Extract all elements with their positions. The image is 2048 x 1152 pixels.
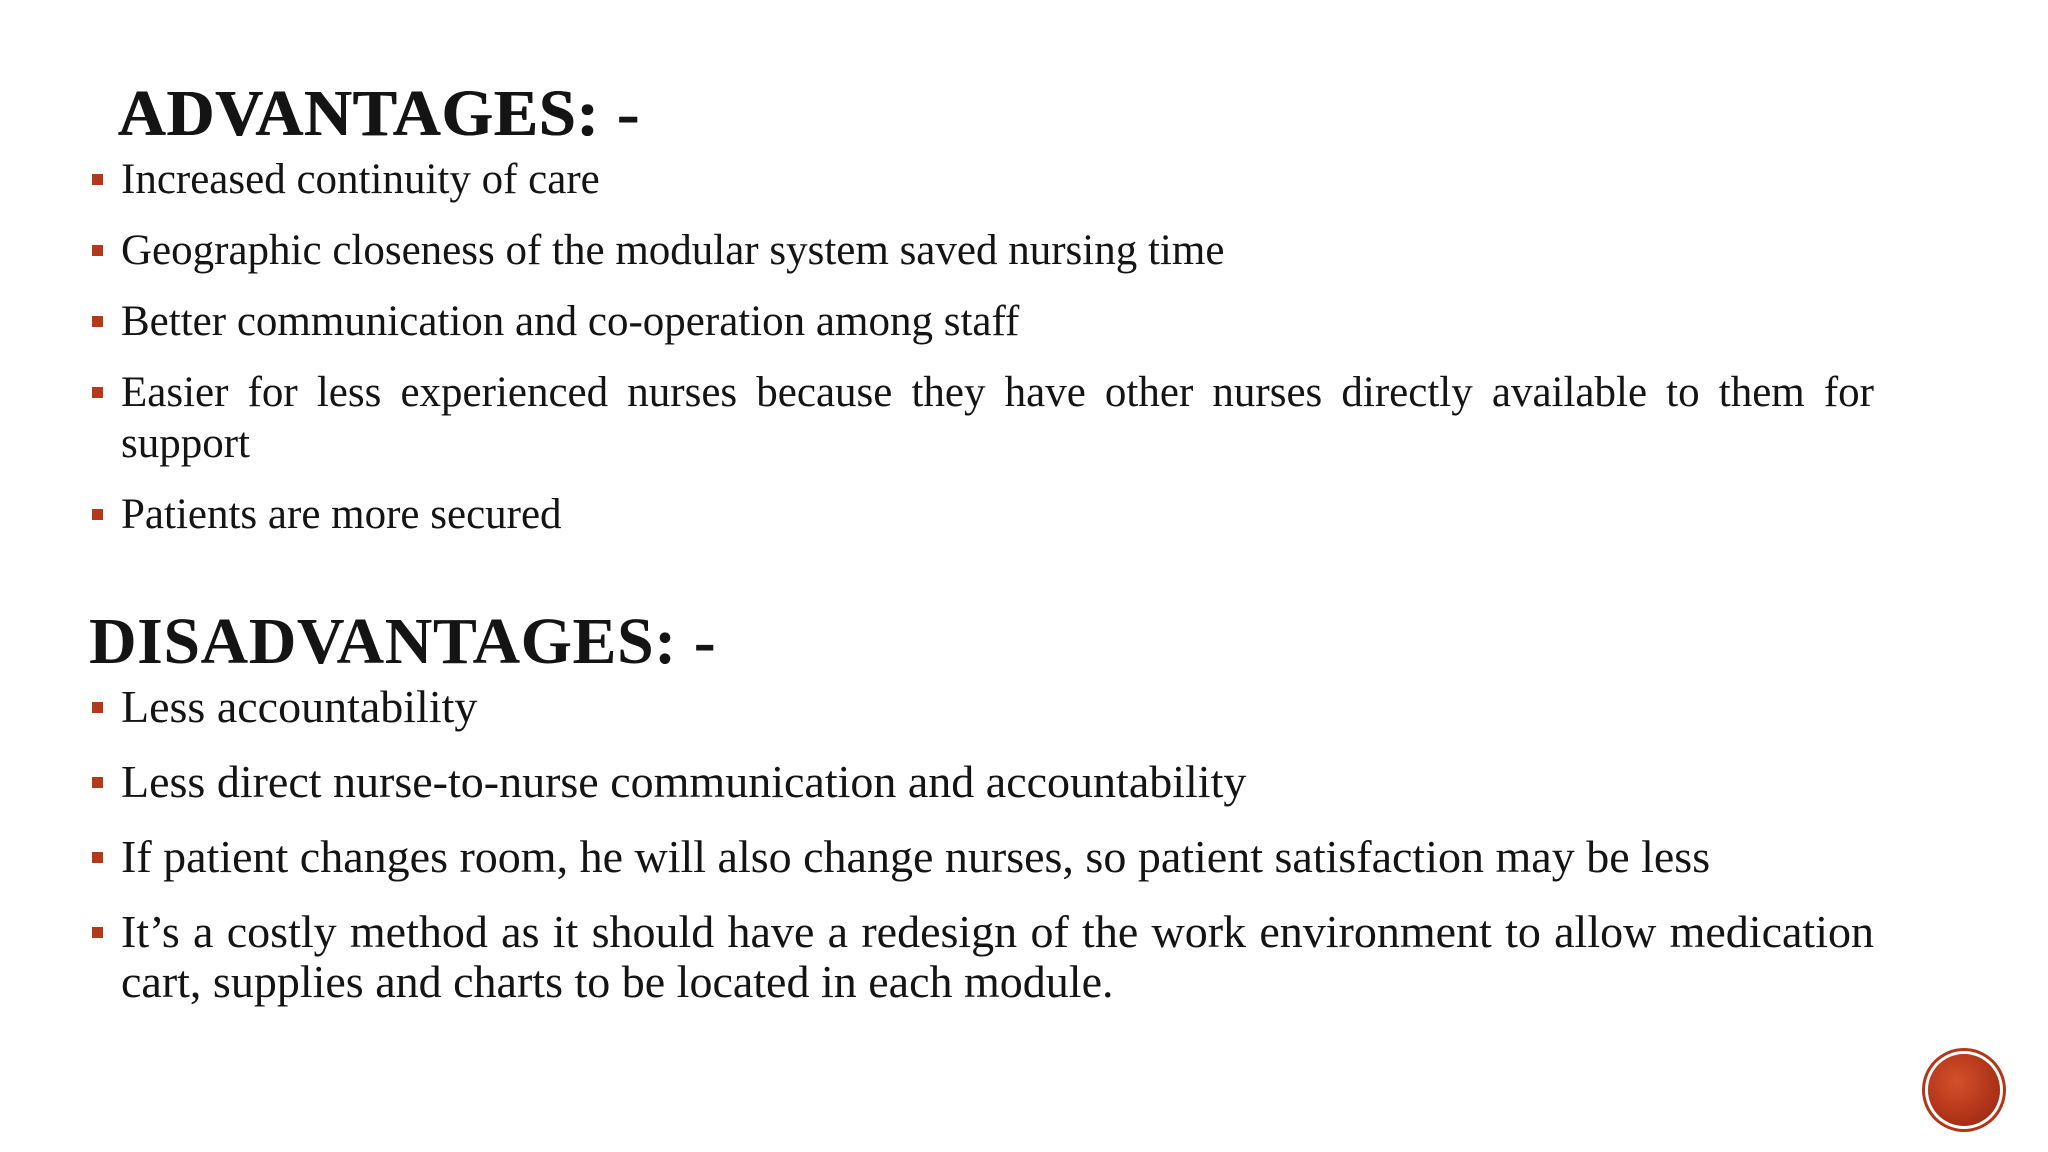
square-bullet-icon [92, 852, 103, 863]
list-item-text: Easier for less experienced nurses because they have other nurses directly available to them for support [121, 369, 1874, 467]
list-item [0, 489, 1874, 540]
square-bullet-icon [92, 702, 103, 713]
list-item-text: Patients are more secured [121, 491, 562, 538]
list-item [0, 367, 1874, 469]
advantages-heading: ADVANTAGES: - [118, 77, 641, 150]
list-item-text: Better communication and co-operation among staff [121, 298, 1020, 345]
list-item-text: Less direct nurse-to-nurse communication and accountability [121, 756, 1247, 807]
list-item-text: It’s a costly method as it should have a redesign of the work environment to allow medication cart, supplies and charts to be located in each module. [121, 906, 1874, 1007]
square-bullet-icon [92, 245, 103, 256]
list-item-text: If patient changes room, he will also change nurses, so patient satisfaction may be less [121, 831, 1711, 882]
disadvantages-section [0, 602, 2048, 1032]
disadvantages-list [0, 682, 2048, 1007]
list-item [0, 225, 1874, 276]
disadvantages-heading: DISADVANTAGES: - [89, 605, 717, 678]
list-item-text: Geographic closeness of the modular system saved nursing time [121, 227, 1225, 274]
square-bullet-icon [92, 927, 103, 938]
advantages-section [0, 74, 2048, 560]
list-item [0, 907, 1874, 1007]
list-item [0, 757, 1874, 807]
square-bullet-icon [92, 509, 103, 520]
list-item-text: Increased continuity of care [121, 156, 600, 203]
slide-nav-button[interactable] [1928, 1054, 2000, 1126]
list-item [0, 154, 1874, 205]
square-bullet-icon [92, 387, 103, 398]
list-item [0, 682, 1874, 732]
list-item [0, 832, 1874, 882]
square-bullet-icon [92, 777, 103, 788]
square-bullet-icon [92, 316, 103, 327]
list-item [0, 296, 1874, 347]
advantages-list [0, 154, 2048, 540]
list-item-text: Less accountability [121, 681, 478, 732]
square-bullet-icon [92, 174, 103, 185]
